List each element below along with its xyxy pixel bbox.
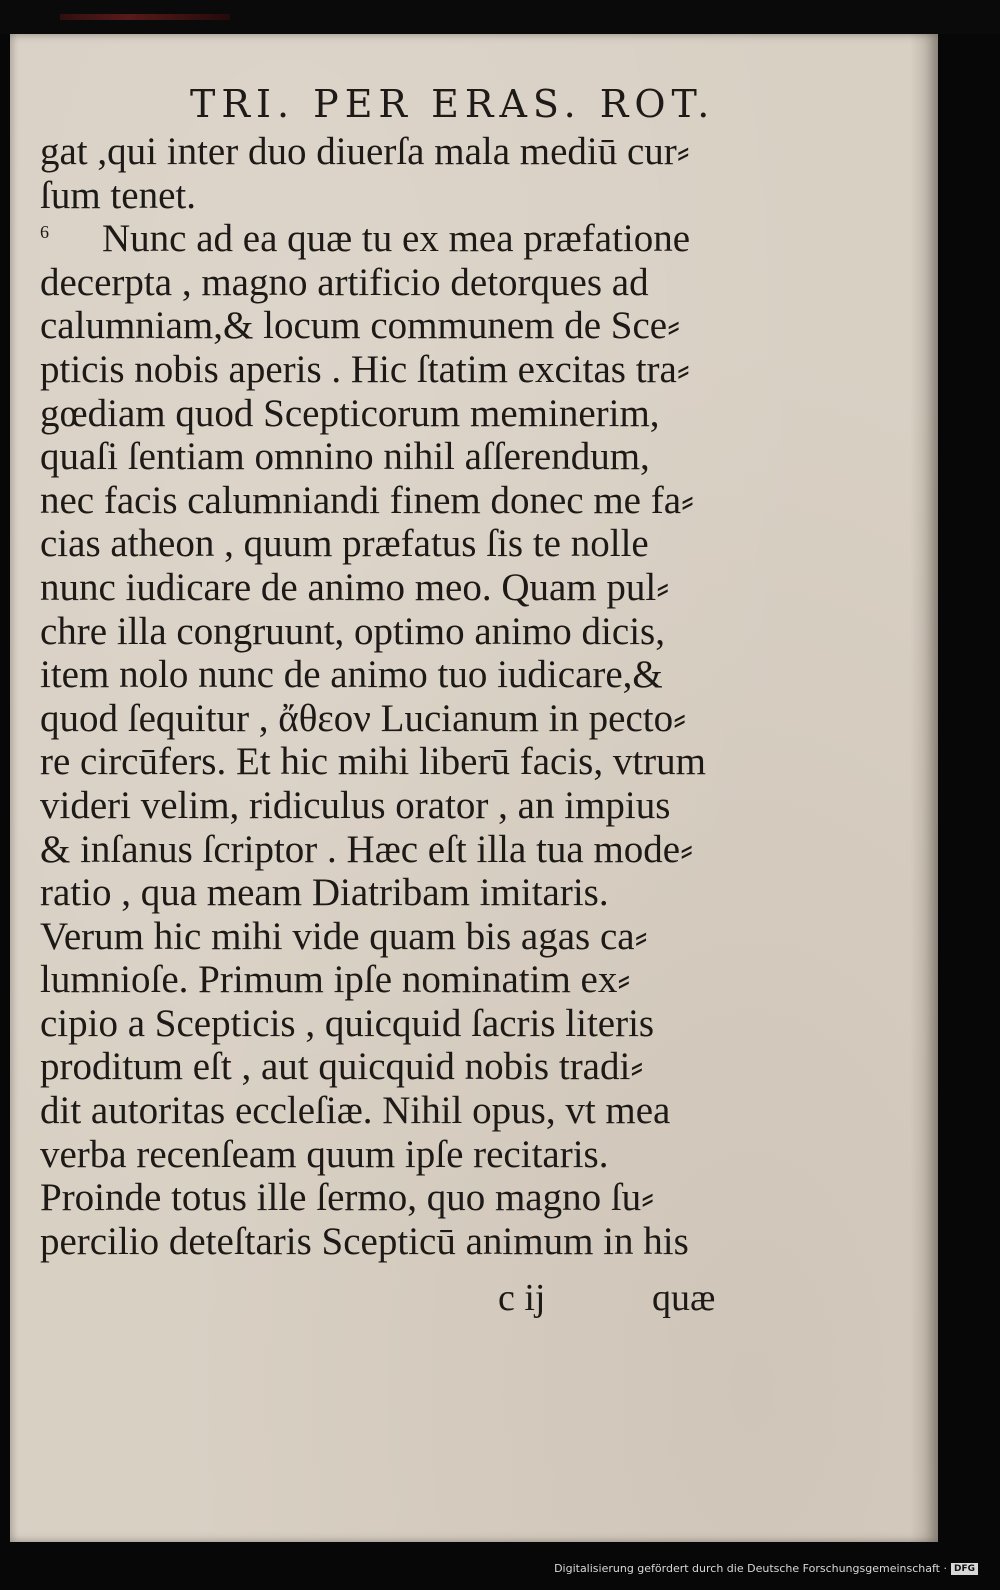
text-line: proditum eſt , aut quicquid nobis tradi⸗ xyxy=(40,1045,644,1089)
text-line: gœdiam quod Scepticorum meminerim, xyxy=(40,391,660,435)
top-border xyxy=(0,0,1000,34)
text-line: pticis nobis aperis . Hic ſtatim excitas tra⸗ xyxy=(40,347,690,391)
text-line: chre illa congruunt, optimo animo dicis, xyxy=(40,609,665,653)
text-line: verba recenſeam quum ipſe recitaris. xyxy=(40,1132,609,1176)
running-head: TRI. PER ERAS. ROT. xyxy=(190,82,716,126)
text-line: decerpta , magno artificio detorques ad xyxy=(40,260,649,304)
text-line: Verum hic mihi vide quam bis agas ca⸗ xyxy=(40,914,648,958)
text-line: ratio , qua meam Diatribam imitaris. xyxy=(40,871,609,915)
text-line: quaſi ſentiam omnino nihil aſſerendum, xyxy=(40,435,650,479)
catchword: quæ xyxy=(652,1277,716,1319)
text-line: item nolo nunc de animo tuo iudicare,& xyxy=(40,653,663,697)
body-text xyxy=(40,130,770,1263)
text-line: percilio deteſtaris Scepticū animum in his xyxy=(40,1219,689,1263)
text-line: gat ,qui inter duo diuerſa mala mediū cur⸗ xyxy=(40,130,690,173)
text-line-content: Nunc ad ea quæ tu ex mea præfatione xyxy=(102,217,691,261)
dfg-logo: DFG xyxy=(951,1563,978,1575)
text-line: & inſanus ſcriptor . Hæc eſt illa tua mode⸗ xyxy=(40,827,694,871)
text-line: videri velim, ridiculus orator , an impius xyxy=(40,783,671,827)
text-line: calumniam,& locum communem de Sce⸗ xyxy=(40,304,681,348)
binding-mark xyxy=(60,14,230,20)
text-line: nunc iudicare de animo meo. Quam pul⸗ xyxy=(40,565,670,609)
text-line: lumnioſe. Primum ipſe nominatim ex⸗ xyxy=(40,958,631,1002)
text-line: Proinde totus ille ſermo, quo magno ſu⸗ xyxy=(40,1176,655,1220)
text-line: dit autoritas eccleſiæ. Nihil opus, vt mea xyxy=(40,1089,671,1133)
text-line-paragraph-start xyxy=(40,217,770,261)
text-line: quod ſequitur , ἄθεον Lucianum in pecto⸗ xyxy=(40,696,687,740)
digitization-credit xyxy=(554,1562,978,1575)
text-line: re circūfers. Et hic mihi liberū facis, vtrum xyxy=(40,740,707,784)
paragraph-marker: 6 xyxy=(40,222,49,243)
text-line: cias atheon , quum præfatus ſis te nolle xyxy=(40,522,649,566)
text-line: ſum tenet. xyxy=(40,173,196,217)
text-line: nec facis calumniandi finem donec me fa⸗ xyxy=(40,478,695,522)
page-edge-shadow xyxy=(910,34,938,1542)
text-line: cipio a Scepticis , quicquid ſacris literis xyxy=(40,1001,655,1045)
signature-mark: c ij xyxy=(498,1277,546,1319)
credit-text: Digitalisierung gefördert durch die Deutsche Forschungsgemeinschaft · xyxy=(554,1562,947,1575)
